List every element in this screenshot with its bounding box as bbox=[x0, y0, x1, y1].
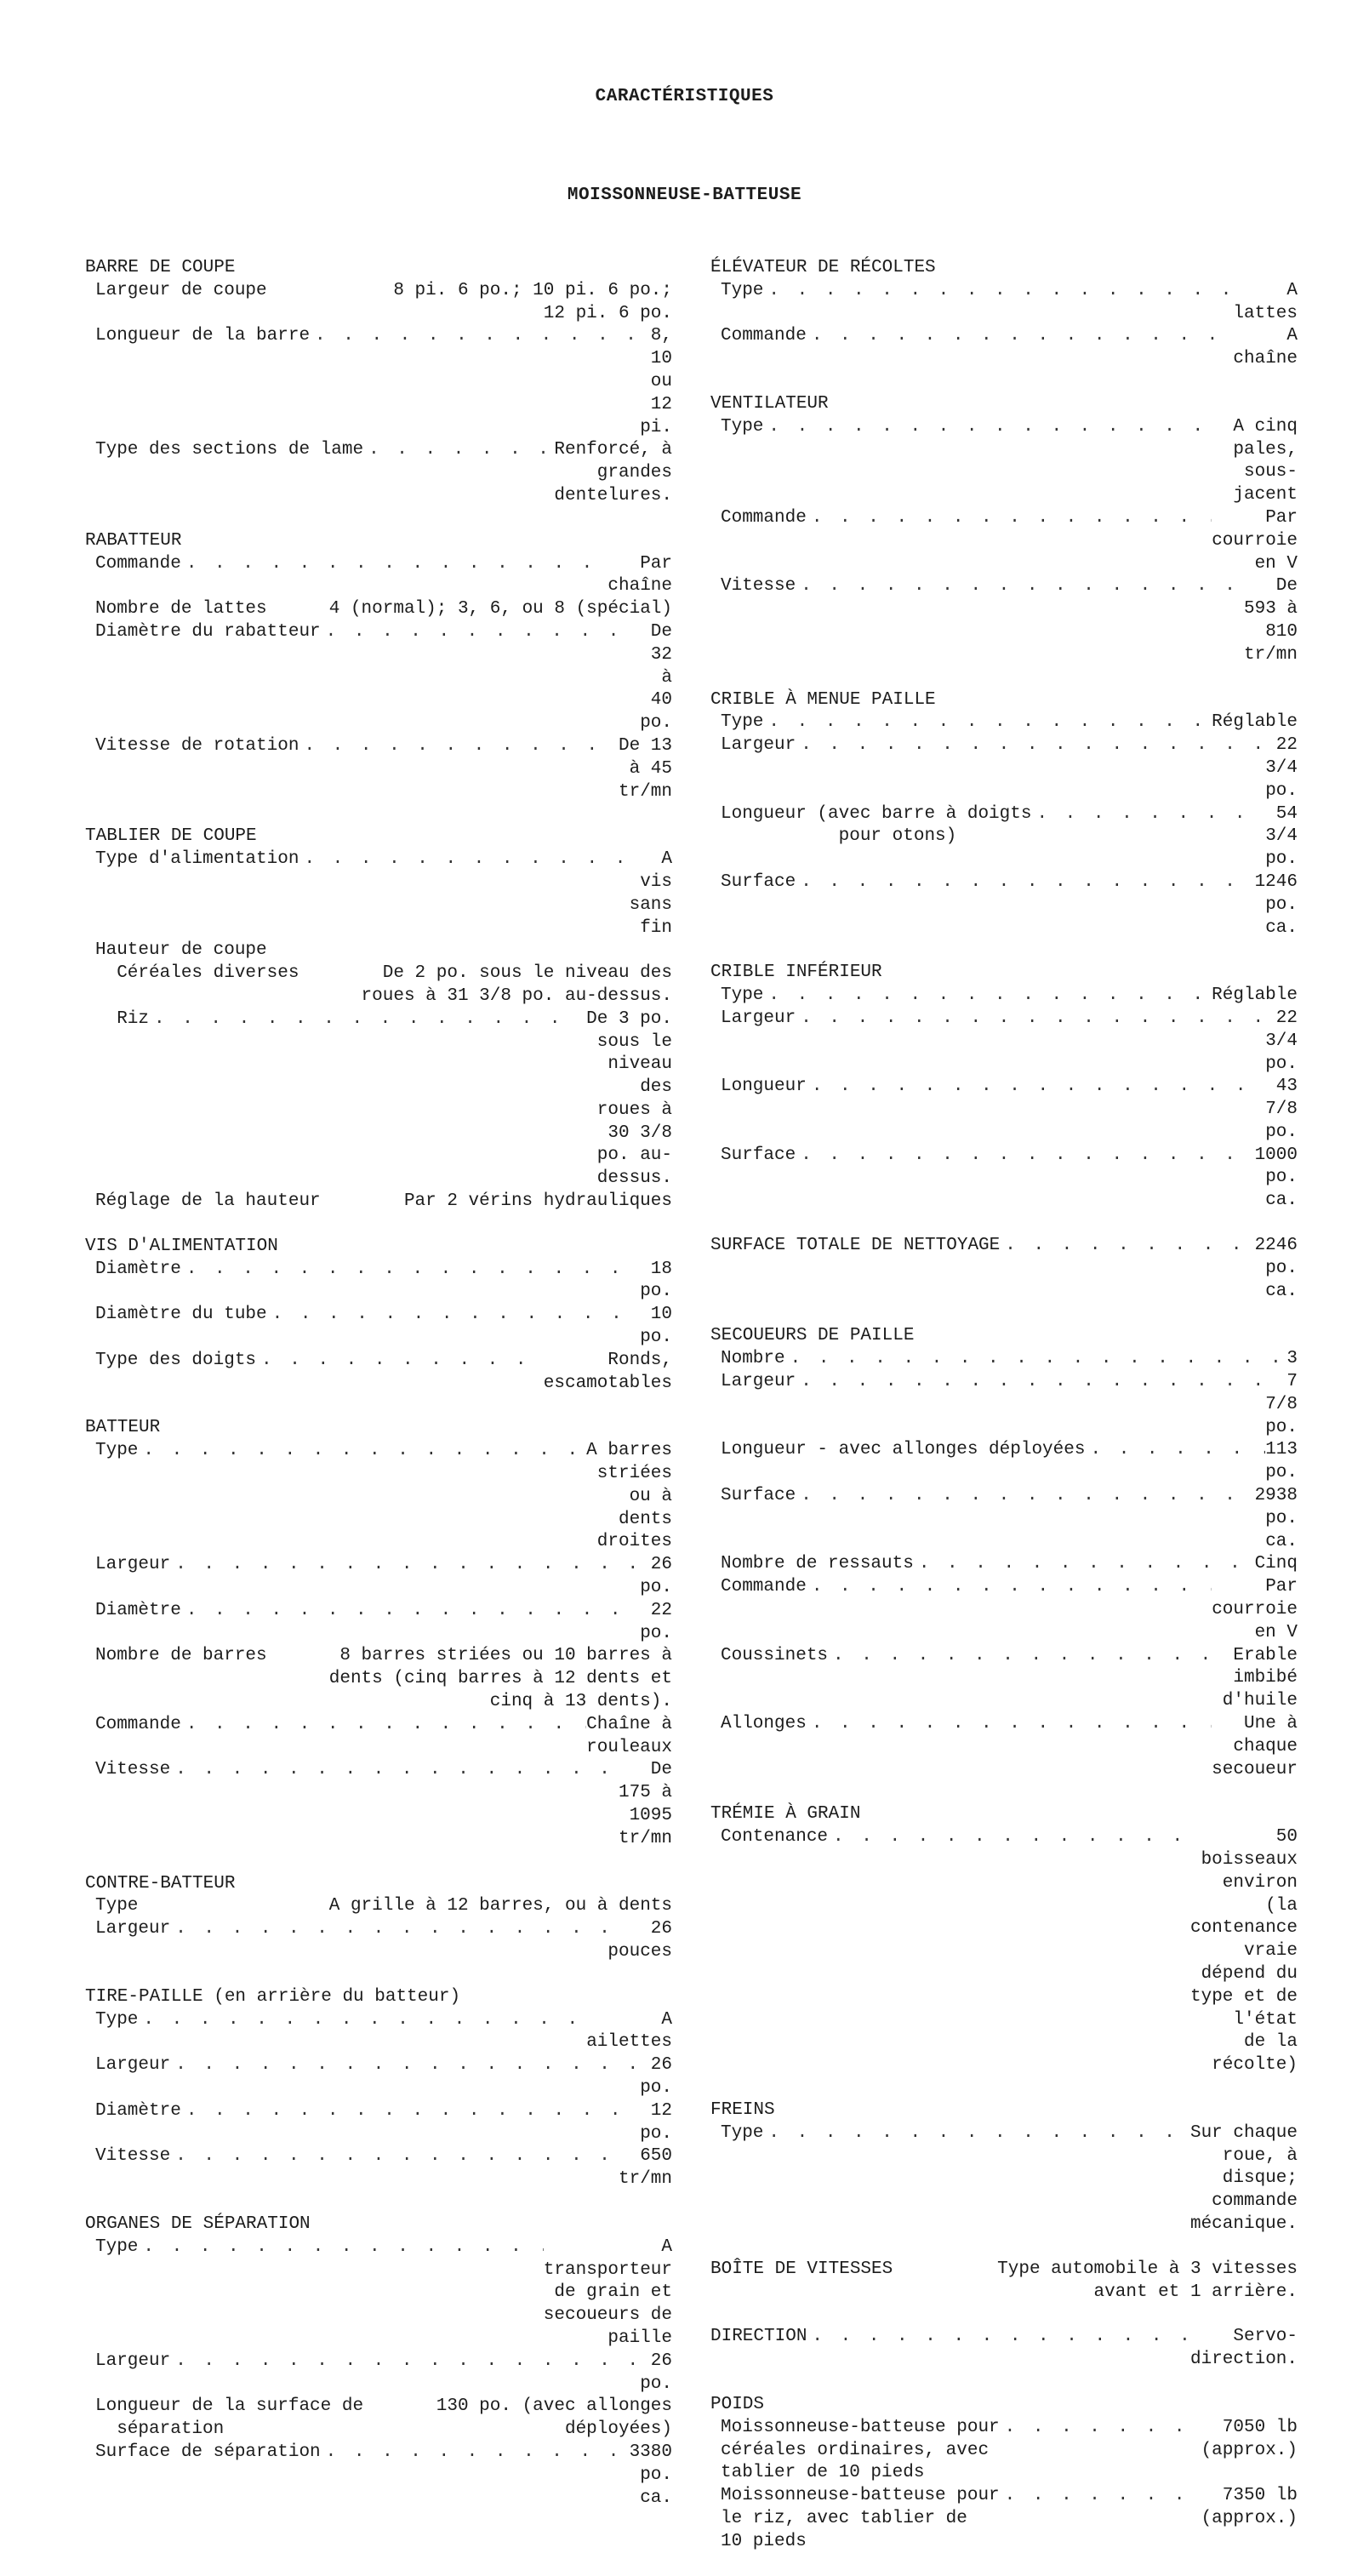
section-vis-d-alimentation bbox=[85, 1236, 672, 1396]
dot-leader bbox=[1000, 2485, 1201, 2508]
section-line bbox=[710, 2326, 1298, 2372]
spec-value: De 3 po. sous le niveau des roues à 30 3/8 po. au-dessus. bbox=[586, 1008, 672, 1189]
spec-label: Type des sections de lame bbox=[95, 440, 364, 460]
spec-label: Type des doigts bbox=[95, 1350, 257, 1370]
dot-leader bbox=[181, 1259, 640, 1282]
spec-value: Type automobile à 3 vitesses avant et 1 arrière. bbox=[997, 2259, 1298, 2302]
spec-row bbox=[710, 985, 1298, 1008]
section-elevateur-de-recoltes bbox=[710, 257, 1298, 371]
dot-leader bbox=[181, 2100, 640, 2123]
section-heading: BATTEUR bbox=[85, 1418, 161, 1438]
spec-row bbox=[710, 1553, 1298, 1576]
spec-row bbox=[710, 871, 1298, 940]
spec-label: Commande bbox=[721, 1577, 807, 1597]
dot-leader bbox=[796, 1145, 1254, 1168]
section-heading: CRIBLE À MENUE PAILLE bbox=[710, 689, 936, 710]
dot-leader bbox=[256, 1350, 544, 1373]
spec-label: Surface de séparation bbox=[95, 2442, 321, 2462]
dot-leader bbox=[828, 1826, 1190, 1849]
spec-value: Ronds, escamotables bbox=[543, 1350, 672, 1393]
spec-row bbox=[85, 1008, 672, 1191]
spec-row bbox=[85, 2054, 672, 2100]
section-heading: ORGANES DE SÉPARATION bbox=[85, 2213, 311, 2234]
spec-row bbox=[710, 1826, 1298, 2077]
spec-value: 18 po. bbox=[640, 1259, 672, 1302]
spec-row bbox=[85, 735, 672, 803]
spec-row bbox=[85, 1259, 672, 1305]
spec-row bbox=[710, 575, 1298, 666]
dot-leader bbox=[785, 1348, 1287, 1371]
spec-label: Vitesse de rotation bbox=[95, 735, 299, 756]
section-tablier-de-coupe bbox=[85, 825, 672, 1214]
spec-value: A vis sans fin bbox=[629, 849, 673, 938]
section-line bbox=[710, 2259, 1298, 2305]
spec-value: 2938 po. ca. bbox=[1254, 1486, 1298, 1551]
spec-value: De 13 à 45 tr/mn bbox=[618, 735, 672, 802]
spec-row bbox=[85, 962, 672, 1008]
spec-value: 7350 lb (approx.) bbox=[1201, 2486, 1298, 2528]
dot-leader bbox=[796, 1371, 1265, 1394]
dot-leader bbox=[299, 848, 629, 871]
spec-row bbox=[85, 2442, 672, 2510]
dot-leader bbox=[796, 1485, 1254, 1508]
section-heading: BARRE DE COUPE bbox=[85, 258, 236, 277]
section-organes-de-separation bbox=[85, 2213, 672, 2510]
spec-label: Commande bbox=[721, 326, 807, 346]
left-column bbox=[85, 257, 672, 2532]
spec-row bbox=[710, 2122, 1298, 2236]
dot-leader bbox=[1000, 2417, 1201, 2440]
spec-row bbox=[710, 2485, 1298, 2553]
spec-row bbox=[85, 2350, 672, 2396]
spec-label: Surface bbox=[721, 1486, 796, 1506]
spec-value: Sur chaque roue, à disque; commande mécanique. bbox=[1189, 2122, 1298, 2234]
spec-label: Largeur bbox=[95, 2055, 171, 2076]
dot-leader bbox=[807, 325, 1234, 348]
spec-label: Nombre bbox=[721, 1349, 785, 1369]
spec-label: Longueur bbox=[721, 1077, 807, 1097]
spec-row bbox=[85, 598, 672, 621]
section-heading: ÉLÉVATEUR DE RÉCOLTES bbox=[710, 258, 936, 277]
page-subtitle: MOISSONNEUSE-BATTEUSE bbox=[567, 186, 802, 205]
spec-value: Une à chaque secoueur bbox=[1212, 1714, 1298, 1779]
section-contre-batteur bbox=[85, 1873, 672, 1964]
spec-value: A transporteur de grain et secoueurs de paille bbox=[543, 2236, 673, 2348]
spec-row bbox=[85, 1440, 672, 1554]
spec-label: Type bbox=[95, 2009, 139, 2030]
section-heading: SECOUEURS DE PAILLE bbox=[710, 1326, 915, 1346]
spec-row bbox=[85, 1350, 672, 1396]
section-batteur bbox=[85, 1417, 672, 1850]
spec-label: Hauteur de coupe bbox=[95, 940, 267, 961]
spec-row bbox=[710, 1348, 1298, 1371]
spec-value: 3380 po. ca. bbox=[629, 2442, 672, 2508]
dot-leader bbox=[363, 439, 554, 462]
section-rabatteur bbox=[85, 530, 672, 804]
dot-leader bbox=[299, 735, 619, 758]
spec-value: Par courroie en V bbox=[1212, 1577, 1298, 1642]
spec-value: Renforcé, à grandes dentelures. bbox=[554, 440, 672, 505]
spec-label: Diamètre du rabatteur bbox=[95, 621, 321, 642]
spec-label: Largeur bbox=[95, 1919, 171, 1939]
spec-value: 43 7/8 po. bbox=[1265, 1077, 1298, 1142]
spec-value: De 593 à 810 tr/mn bbox=[1243, 576, 1298, 665]
spec-row bbox=[710, 280, 1298, 326]
spec-row bbox=[85, 940, 672, 962]
spec-label: Longueur de la barre bbox=[95, 326, 311, 346]
spec-value: 26 po. bbox=[640, 2055, 672, 2098]
spec-value: 4 (normal); 3, 6, ou 8 (spécial) bbox=[328, 599, 672, 620]
spec-row bbox=[85, 1645, 672, 1713]
spec-label: Type bbox=[721, 416, 764, 437]
spec-label: Céréales diverses bbox=[95, 963, 299, 984]
spec-row bbox=[710, 803, 1298, 871]
spec-label: Diamètre du tube bbox=[95, 1305, 267, 1325]
right-column bbox=[710, 257, 1298, 2576]
spec-label: Largeur bbox=[95, 1555, 171, 1575]
section-heading: TRÉMIE À GRAIN bbox=[710, 1804, 861, 1825]
spec-label: Nombre de barres bbox=[95, 1646, 267, 1666]
spec-value: 26 pouces bbox=[607, 1919, 673, 1962]
dot-leader bbox=[796, 734, 1263, 757]
spec-value: De 32 à 40 po. bbox=[640, 621, 672, 734]
section-heading: CONTRE-BATTEUR bbox=[85, 1873, 236, 1893]
dot-leader bbox=[807, 1713, 1212, 1736]
dot-leader bbox=[1031, 803, 1265, 826]
spec-label: Largeur bbox=[721, 1008, 796, 1028]
spec-label: Commande bbox=[95, 1714, 181, 1734]
section-crible-inferieur bbox=[710, 962, 1298, 1213]
section-heading: VIS D'ALIMENTATION bbox=[85, 1236, 278, 1256]
spec-row bbox=[710, 1008, 1298, 1076]
spec-row bbox=[85, 280, 672, 326]
spec-label: Nombre de ressauts bbox=[721, 1554, 914, 1574]
section-heading: FREINS bbox=[710, 2099, 775, 2120]
spec-value: 7050 lb (approx.) bbox=[1201, 2417, 1298, 2460]
spec-row bbox=[710, 325, 1298, 371]
spec-value: Réglable bbox=[1212, 985, 1298, 1006]
spec-label: Diamètre bbox=[95, 1259, 181, 1279]
spec-value: De 175 à 1095 tr/mn bbox=[618, 1760, 672, 1848]
dot-leader bbox=[310, 325, 636, 348]
spec-row bbox=[85, 1759, 672, 1850]
section-heading: POIDS bbox=[710, 2394, 765, 2414]
spec-row bbox=[85, 2009, 672, 2055]
section-heading: CRIBLE INFÉRIEUR bbox=[710, 962, 882, 983]
spec-value: A barres striées ou à dents droites bbox=[586, 1441, 672, 1552]
spec-row bbox=[85, 2396, 672, 2442]
spec-row bbox=[710, 734, 1298, 803]
spec-label: Type bbox=[95, 1441, 139, 1461]
spec-value: 26 po. bbox=[640, 2350, 672, 2394]
spec-label: Réglage de la hauteur bbox=[95, 1191, 321, 1212]
spec-value: 8 pi. 6 po.; 10 pi. 6 po.; 12 pi. 6 po. bbox=[393, 280, 672, 323]
spec-value: 2246 po. ca. bbox=[1254, 1236, 1298, 1301]
spec-value: 650 tr/mn bbox=[619, 2146, 673, 2190]
spec-row bbox=[710, 1076, 1298, 1144]
dot-leader bbox=[181, 1600, 640, 1623]
spec-value: 50 boisseaux environ (la contenance vraie dépend du type et de l'état de la récolte) bbox=[1189, 1827, 1298, 2076]
dot-leader bbox=[893, 2259, 997, 2305]
spec-value: 22 3/4 po. bbox=[1265, 735, 1298, 801]
spec-value: Cinq bbox=[1254, 1554, 1298, 1574]
spec-label: Largeur de coupe bbox=[95, 280, 267, 300]
section-secoueurs-de-paille bbox=[710, 1325, 1298, 1781]
dot-leader bbox=[170, 1759, 611, 1782]
dot-leader bbox=[807, 1576, 1212, 1599]
spec-value: 12 po. bbox=[640, 2100, 672, 2144]
spec-value: 10 po. bbox=[640, 1305, 672, 1348]
spec-row bbox=[85, 553, 672, 599]
dot-leader bbox=[170, 1554, 640, 1577]
spec-row bbox=[710, 1645, 1298, 1713]
spec-value: Par 2 vérins hydrauliques bbox=[403, 1191, 672, 1212]
section-surface-totale-de-nettoyage bbox=[710, 1235, 1298, 1303]
spec-value: Servo-direction. bbox=[1189, 2327, 1298, 2370]
spec-label: Vitesse bbox=[721, 576, 796, 597]
dot-leader bbox=[763, 985, 1212, 1008]
spec-value: Par chaîne bbox=[607, 553, 673, 597]
spec-value: Erable imbibé d'huile bbox=[1222, 1645, 1298, 1711]
spec-row bbox=[710, 507, 1298, 575]
spec-row bbox=[85, 325, 672, 439]
dot-leader bbox=[170, 1918, 607, 1941]
dot-leader bbox=[828, 1645, 1223, 1668]
spec-row bbox=[85, 1895, 672, 1918]
spec-label: Vitesse bbox=[95, 1760, 171, 1780]
spec-value: A grille à 12 barres, ou à dents bbox=[328, 1896, 672, 1916]
spec-value: 1000 po. ca. bbox=[1254, 1145, 1298, 1211]
spec-row bbox=[85, 1918, 672, 1964]
dot-leader bbox=[321, 2442, 630, 2465]
section-direction bbox=[710, 2326, 1298, 2372]
spec-value: Chaîne à rouleaux bbox=[586, 1714, 672, 1757]
spec-value: Par courroie en V bbox=[1212, 507, 1298, 574]
spec-value: 54 3/4 po. bbox=[1265, 803, 1298, 870]
spec-value: 7 7/8 po. bbox=[1265, 1372, 1298, 1437]
spec-label: Surface bbox=[721, 1145, 796, 1165]
dot-leader bbox=[763, 711, 1212, 734]
dot-leader bbox=[1000, 1235, 1254, 1303]
spec-label: Commande bbox=[721, 507, 807, 528]
spec-label: Commande bbox=[95, 553, 181, 574]
spec-value: 3 bbox=[1286, 1349, 1298, 1369]
section-heading: RABATTEUR bbox=[85, 530, 182, 551]
dot-leader bbox=[321, 621, 640, 644]
dot-leader bbox=[170, 2350, 640, 2373]
spec-label: Surface bbox=[721, 871, 796, 892]
dot-leader bbox=[138, 1440, 584, 1463]
section-poids bbox=[710, 2394, 1298, 2554]
spec-label: Vitesse bbox=[95, 2146, 171, 2167]
spec-label: Longueur (avec barre à doigts pour otons) bbox=[721, 803, 1032, 847]
section-heading: TABLIER DE COUPE bbox=[85, 826, 257, 847]
dot-leader bbox=[807, 1076, 1264, 1099]
spec-label: Type bbox=[721, 712, 764, 733]
spec-value: Réglable bbox=[1212, 712, 1298, 733]
section-boite-de-vitesses bbox=[710, 2259, 1298, 2305]
spec-row bbox=[85, 2145, 672, 2191]
spec-value: 8, 10 ou 12 pi. bbox=[640, 326, 672, 437]
spec-row bbox=[85, 1304, 672, 1350]
spec-row bbox=[85, 1600, 672, 1646]
section-tremie-a-grain bbox=[710, 1803, 1298, 2077]
spec-value: A lattes bbox=[1233, 280, 1298, 323]
dot-leader bbox=[138, 2236, 543, 2259]
spec-value: 1246 po. ca. bbox=[1254, 871, 1298, 938]
dot-leader bbox=[170, 2145, 619, 2168]
spec-label: Longueur - avec allonges déployées bbox=[721, 1440, 1086, 1460]
spec-label: Diamètre bbox=[95, 2100, 181, 2121]
spec-row bbox=[710, 711, 1298, 734]
spec-value: De 2 po. sous le niveau des roues à 31 3/8 po. au-dessus. bbox=[361, 963, 672, 1006]
dot-leader bbox=[796, 575, 1239, 598]
spec-row bbox=[85, 439, 672, 507]
section-heading: TIRE-PAILLE (en arrière du batteur) bbox=[85, 1986, 461, 2007]
spec-row bbox=[85, 621, 672, 735]
page-title: CARACTÉRISTIQUES bbox=[595, 87, 774, 106]
spec-row bbox=[710, 2417, 1298, 2485]
spec-label: Type bbox=[95, 2236, 139, 2257]
dot-leader bbox=[796, 871, 1254, 894]
section-tire-paille-en-arriere-du-batteur bbox=[85, 1986, 672, 2191]
spec-label: Nombre de lattes bbox=[95, 599, 267, 620]
spec-row bbox=[710, 1145, 1298, 1213]
spec-label: Largeur bbox=[95, 2350, 171, 2371]
dot-leader bbox=[149, 1008, 580, 1031]
section-heading: BOÎTE DE VITESSES bbox=[710, 2259, 893, 2279]
spec-value: 8 barres striées ou 10 barres à dents (cinq barres à 12 dents et cinq à 13 dents). bbox=[328, 1646, 672, 1712]
section-line bbox=[710, 1235, 1298, 1303]
spec-label: Riz bbox=[95, 1008, 150, 1029]
spec-label: Moissonneuse-batteuse pour le riz, avec tablier de 10 pieds bbox=[721, 2486, 1000, 2551]
section-barre-de-coupe bbox=[85, 257, 672, 508]
spec-value: 26 po. bbox=[640, 1555, 672, 1598]
spec-row bbox=[710, 1713, 1298, 1781]
spec-row bbox=[85, 848, 672, 940]
spec-label: Diamètre bbox=[95, 1600, 181, 1620]
dot-leader bbox=[267, 1304, 641, 1327]
spec-row bbox=[85, 2236, 672, 2350]
spec-label: Type bbox=[721, 2122, 764, 2143]
spec-value: 22 po. bbox=[640, 1600, 672, 1643]
spec-label: Allonges bbox=[721, 1714, 807, 1734]
spec-value: 130 po. (avec allonges déployées) bbox=[436, 2396, 672, 2440]
section-ventilateur bbox=[710, 393, 1298, 667]
dot-leader bbox=[914, 1553, 1255, 1576]
section-heading: SURFACE TOTALE DE NETTOYAGE bbox=[710, 1236, 1001, 1256]
dot-leader bbox=[807, 2326, 1190, 2372]
spec-row bbox=[710, 1371, 1298, 1439]
spec-label: Largeur bbox=[721, 735, 796, 756]
spec-label: Type d'alimentation bbox=[95, 849, 299, 870]
spec-label: Moissonneuse-batteuse pour céréales ordinaires, avec tablier de 10 pieds bbox=[721, 2417, 1000, 2483]
spec-row bbox=[710, 1576, 1298, 1644]
dot-leader bbox=[763, 2122, 1188, 2145]
spec-row bbox=[710, 1485, 1298, 1553]
spec-row bbox=[85, 1191, 672, 1214]
spec-value: A ailettes bbox=[586, 2009, 673, 2053]
section-crible-a-menue-paille bbox=[710, 689, 1298, 940]
dot-leader bbox=[763, 280, 1233, 303]
spec-row bbox=[710, 1439, 1298, 1485]
spec-value: A cinq pales, sous-jacent bbox=[1233, 416, 1298, 505]
spec-value: 22 3/4 po. bbox=[1265, 1008, 1298, 1074]
spec-value: 113 po. bbox=[1265, 1440, 1298, 1483]
spec-label: Coussinets bbox=[721, 1645, 829, 1665]
dot-leader bbox=[1085, 1439, 1265, 1462]
section-freins bbox=[710, 2099, 1298, 2236]
dot-leader bbox=[763, 416, 1214, 439]
dot-leader bbox=[181, 1714, 586, 1737]
dot-leader bbox=[138, 2009, 586, 2032]
section-heading: VENTILATEUR bbox=[710, 393, 829, 414]
dot-leader bbox=[181, 553, 608, 576]
spec-label: Type bbox=[721, 280, 764, 300]
spec-label: Longueur de la surface de séparation bbox=[95, 2396, 364, 2440]
spec-label: Largeur bbox=[721, 1372, 796, 1392]
spec-row bbox=[85, 2100, 672, 2146]
spec-row bbox=[85, 1714, 672, 1760]
dot-leader bbox=[170, 2054, 640, 2077]
spec-label: Contenance bbox=[721, 1827, 829, 1848]
section-heading: DIRECTION bbox=[710, 2327, 807, 2347]
spec-row bbox=[710, 416, 1298, 507]
spec-row bbox=[85, 1554, 672, 1600]
spec-label: Type bbox=[95, 1896, 139, 1916]
spec-label: Type bbox=[721, 985, 764, 1006]
spec-value: A chaîne bbox=[1233, 326, 1298, 369]
dot-leader bbox=[796, 1008, 1263, 1031]
dot-leader bbox=[807, 507, 1212, 530]
